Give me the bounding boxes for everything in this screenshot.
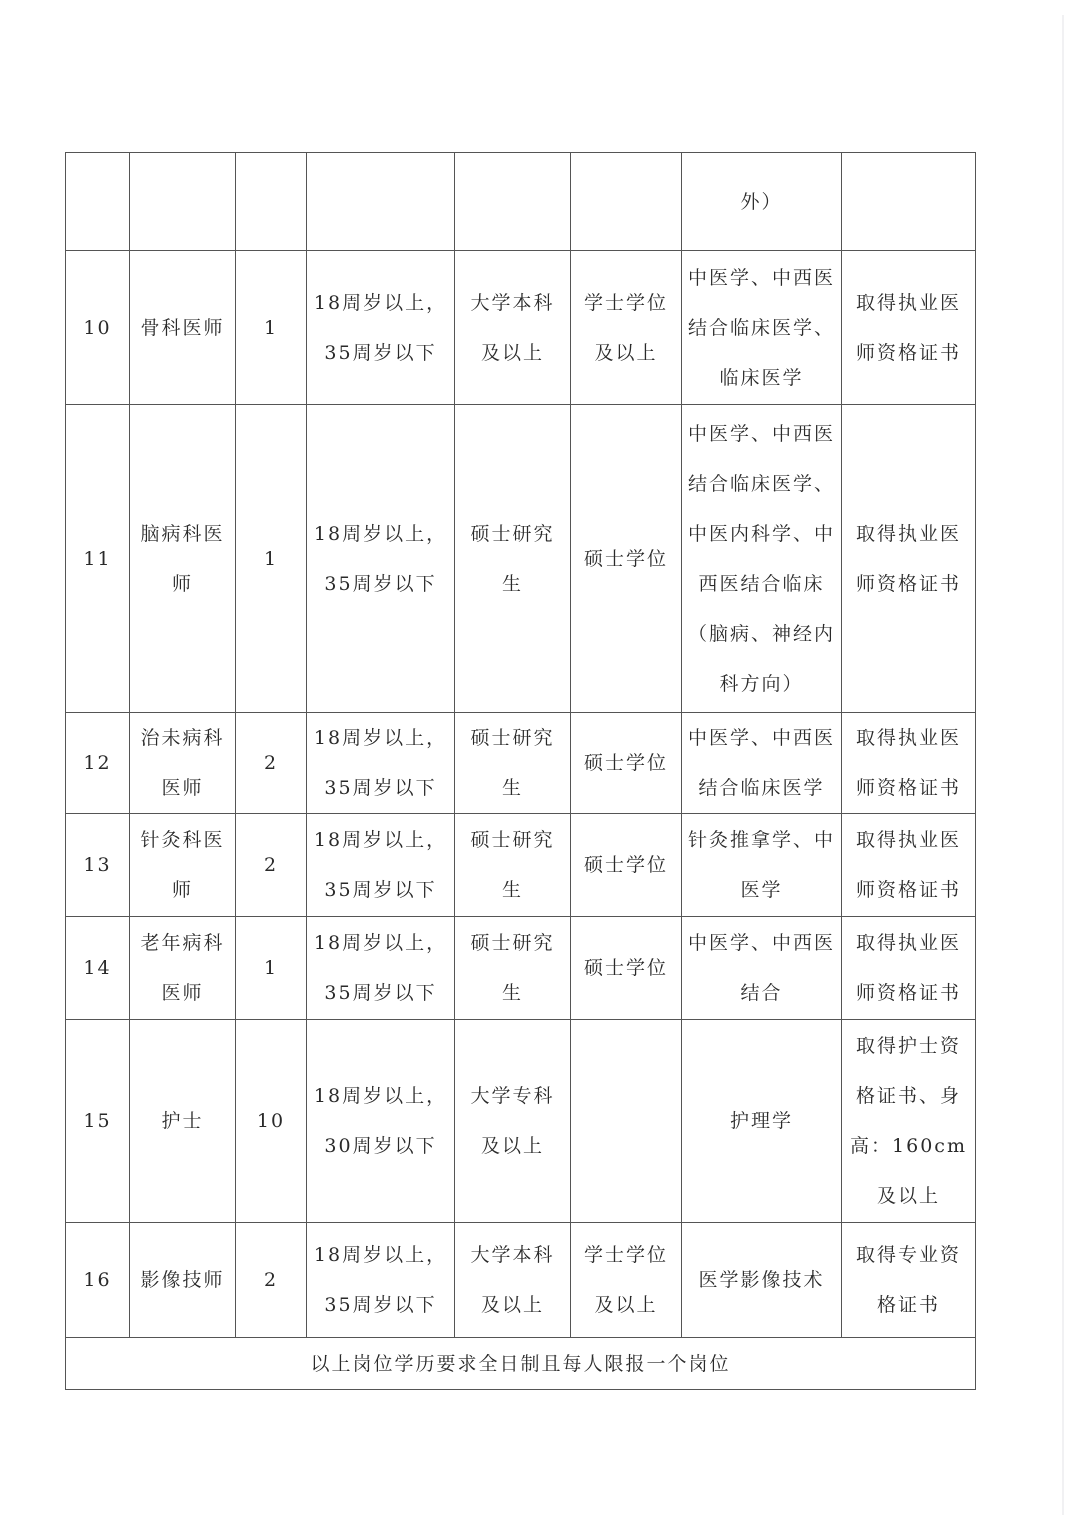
other-requirements-cell [842, 917, 976, 1020]
index-cell [66, 814, 130, 917]
index-cell [66, 713, 130, 814]
other-text-line: 师资格证书 [855, 982, 961, 1004]
count-text: 1 [263, 547, 279, 570]
degree-text-line: 硕士学位 [583, 854, 668, 876]
education-text-line: 硕士研究 [470, 829, 555, 851]
table-row [66, 713, 976, 814]
other-requirements-cell [842, 153, 976, 251]
position-cell [130, 405, 236, 713]
degree-text-line: 硕士学位 [583, 957, 668, 979]
other-text-line: 师资格证书 [855, 572, 961, 595]
other-requirements-cell [842, 814, 976, 917]
age-text-line: 30周岁以下 [324, 1135, 437, 1157]
position-text-line: 师 [171, 572, 193, 595]
major-text-line: 医学影像技术 [698, 1269, 825, 1291]
major-cell [682, 1020, 842, 1223]
position-text-line: 医师 [161, 777, 204, 799]
count-cell [236, 713, 307, 814]
education-text-line: 及以上 [480, 1294, 544, 1316]
other-text-line: 师资格证书 [855, 341, 961, 364]
table-row [66, 251, 976, 405]
other-text-line: 取得专业资 [855, 1244, 961, 1266]
age-cell [307, 814, 455, 917]
age-text-line: 18周岁以上， [313, 522, 448, 545]
major-text-line: 结合临床医学 [698, 777, 825, 799]
other-text-line: 取得执业医 [855, 727, 961, 749]
degree-cell [571, 405, 682, 713]
other-requirements-cell [842, 405, 976, 713]
degree-cell [571, 917, 682, 1020]
count-cell [236, 814, 307, 917]
table-row [66, 1020, 976, 1223]
age-text-line: 18周岁以上， [313, 1244, 448, 1266]
index-cell [66, 917, 130, 1020]
education-cell [455, 917, 571, 1020]
degree-text-line: 学士学位 [583, 1244, 668, 1266]
major-text-line: 中医学、中西医 [687, 266, 835, 289]
position-text-line: 师 [171, 879, 193, 901]
table-row [66, 917, 976, 1020]
age-cell [307, 405, 455, 713]
count-cell [236, 1223, 307, 1338]
age-text-line: 35周岁以下 [324, 572, 437, 595]
age-cell [307, 1020, 455, 1223]
other-text-line: 格证书、身 [855, 1085, 961, 1107]
education-text-line: 及以上 [480, 1135, 544, 1157]
footer-note: 以上岗位学历要求全日制且每人限报一个岗位 [66, 1338, 976, 1390]
education-cell [455, 814, 571, 917]
age-cell [307, 153, 455, 251]
continuation-row [66, 153, 976, 251]
education-text-line: 硕士研究 [470, 522, 555, 545]
count-cell [236, 917, 307, 1020]
other-text-line: 取得执业医 [855, 829, 961, 851]
index-cell [66, 405, 130, 713]
major-cell [682, 1223, 842, 1338]
education-cell [455, 153, 571, 251]
position-text-line: 脑病科医 [140, 522, 225, 545]
position-cell [130, 1223, 236, 1338]
age-cell [307, 251, 455, 405]
position-cell [130, 153, 236, 251]
index-cell [66, 153, 130, 251]
age-cell [307, 917, 455, 1020]
degree-cell [571, 251, 682, 405]
education-cell [455, 251, 571, 405]
position-text-line: 医师 [161, 982, 204, 1004]
major-text-line: （脑病、神经内 [687, 622, 835, 645]
other-text-line: 高：160cm [850, 1135, 967, 1157]
major-text-line: 中医学、中西医 [687, 932, 835, 954]
other-text-line: 取得护士资 [855, 1035, 961, 1057]
degree-text-line: 硕士学位 [583, 547, 668, 570]
index-cell [66, 1223, 130, 1338]
degree-cell [571, 814, 682, 917]
major-text-line: 护理学 [729, 1110, 793, 1132]
count-text: 10 [256, 1110, 286, 1132]
education-text-line: 生 [501, 879, 523, 901]
other-text-line: 师资格证书 [855, 879, 961, 901]
major-text-line: 医学 [740, 879, 783, 901]
education-text-line: 硕士研究 [470, 932, 555, 954]
index-text: 10 [83, 316, 112, 339]
footer-row [66, 1338, 976, 1390]
education-text-line: 硕士研究 [470, 727, 555, 749]
index-text: 11 [83, 547, 112, 570]
position-text-line: 治未病科 [140, 727, 225, 749]
education-text-line: 生 [501, 777, 523, 799]
major-text: 外） [740, 190, 783, 213]
education-cell [455, 1020, 571, 1223]
position-cell [130, 251, 236, 405]
age-cell [307, 1223, 455, 1338]
other-text-line: 格证书 [876, 1294, 940, 1316]
age-text-line: 35周岁以下 [324, 341, 437, 364]
major-text-line: 针灸推拿学、中 [687, 829, 835, 851]
major-cell [682, 251, 842, 405]
position-cell [130, 917, 236, 1020]
count-cell [236, 405, 307, 713]
other-text-line: 取得执业医 [855, 522, 961, 545]
position-cell [130, 1020, 236, 1223]
degree-text-line: 学士学位 [583, 291, 668, 314]
major-cell [682, 917, 842, 1020]
index-text: 12 [83, 752, 112, 774]
other-text-line: 取得执业医 [855, 932, 961, 954]
major-text-line: 中医学、中西医 [687, 422, 835, 445]
major-text-line: 结合临床医学、 [687, 472, 835, 495]
age-cell [307, 713, 455, 814]
index-cell [66, 1020, 130, 1223]
age-text-line: 18周岁以上， [313, 829, 448, 851]
age-text-line: 18周岁以上， [313, 1085, 448, 1107]
count-text: 1 [263, 957, 279, 979]
other-requirements-cell [842, 713, 976, 814]
table-row [66, 814, 976, 917]
major-text-line: 结合临床医学、 [687, 316, 835, 339]
position-text-line: 针灸科医 [140, 829, 225, 851]
age-text-line: 18周岁以上， [313, 291, 448, 314]
degree-text-line: 及以上 [594, 341, 658, 364]
education-cell [455, 405, 571, 713]
education-cell [455, 1223, 571, 1338]
major-cell [682, 153, 842, 251]
education-text-line: 大学本科 [470, 291, 555, 314]
recruitment-positions-table [65, 152, 976, 1390]
position-text-line: 老年病科 [140, 932, 225, 954]
page-edge-shadow [1062, 15, 1064, 1515]
position-text-line: 护士 [161, 1110, 204, 1132]
major-cell [682, 405, 842, 713]
degree-cell [571, 713, 682, 814]
count-cell [236, 251, 307, 405]
age-text-line: 18周岁以上， [313, 727, 448, 749]
education-text-line: 生 [501, 982, 523, 1004]
count-cell [236, 153, 307, 251]
index-text: 15 [83, 1110, 112, 1132]
education-text-line: 生 [501, 572, 523, 595]
other-text-line: 取得执业医 [855, 291, 961, 314]
degree-cell [571, 153, 682, 251]
major-cell [682, 814, 842, 917]
degree-cell [571, 1223, 682, 1338]
age-text-line: 35周岁以下 [324, 1294, 437, 1316]
other-requirements-cell [842, 251, 976, 405]
age-text-line: 35周岁以下 [324, 879, 437, 901]
position-cell [130, 713, 236, 814]
education-text-line: 大学专科 [470, 1085, 555, 1107]
major-text-line: 中医内科学、中 [687, 522, 835, 545]
index-text: 16 [83, 1269, 112, 1291]
education-text-line: 大学本科 [470, 1244, 555, 1266]
other-text-line: 及以上 [876, 1185, 940, 1207]
position-text-line: 骨科医师 [140, 316, 225, 339]
other-requirements-cell [842, 1223, 976, 1338]
count-cell [236, 1020, 307, 1223]
degree-cell [571, 1020, 682, 1223]
major-text-line: 西医结合临床 [698, 572, 825, 595]
position-text-line: 影像技师 [140, 1269, 225, 1291]
index-text: 14 [83, 957, 112, 979]
major-text-line: 结合 [740, 982, 783, 1004]
index-cell [66, 251, 130, 405]
age-text-line: 35周岁以下 [324, 777, 437, 799]
major-cell [682, 713, 842, 814]
education-text-line: 及以上 [480, 341, 544, 364]
age-text-line: 35周岁以下 [324, 982, 437, 1004]
other-requirements-cell [842, 1020, 976, 1223]
count-text: 2 [263, 854, 279, 876]
major-text-line: 中医学、中西医 [687, 727, 835, 749]
other-text-line: 师资格证书 [855, 777, 961, 799]
major-text-line: 临床医学 [719, 366, 804, 389]
age-text-line: 18周岁以上， [313, 932, 448, 954]
count-text: 1 [263, 316, 279, 339]
index-text: 13 [83, 854, 112, 876]
degree-text-line: 及以上 [594, 1294, 658, 1316]
degree-text-line: 硕士学位 [583, 752, 668, 774]
table-row [66, 405, 976, 713]
table-row [66, 1223, 976, 1338]
count-text: 2 [263, 1269, 279, 1291]
major-text-line: 科方向） [719, 672, 804, 695]
count-text: 2 [263, 752, 279, 774]
position-cell [130, 814, 236, 917]
education-cell [455, 713, 571, 814]
